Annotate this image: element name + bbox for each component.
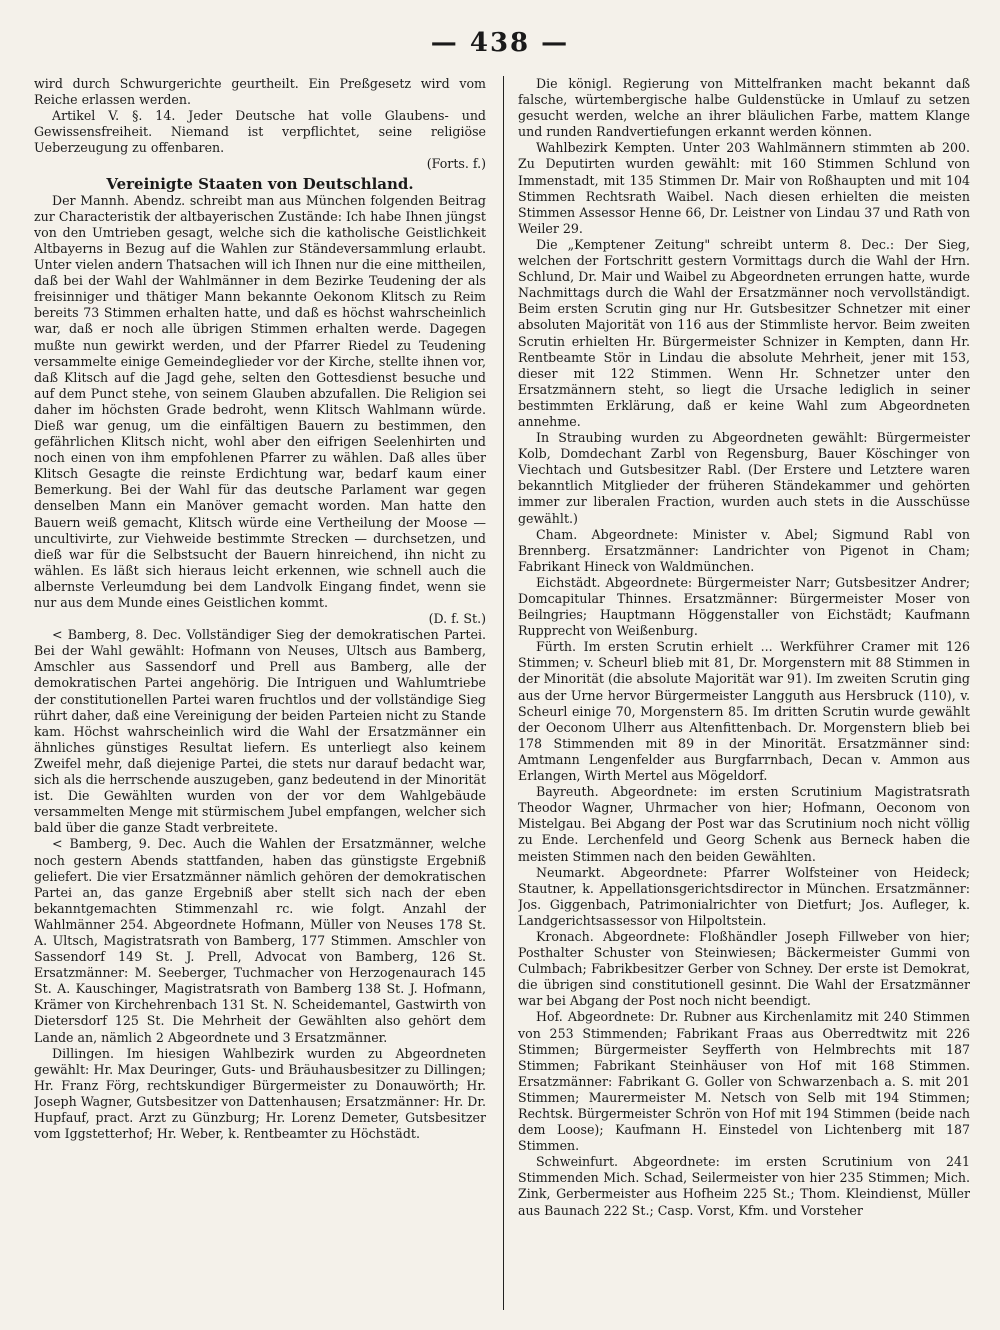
article-paragraph: Fürth. Im ersten Scrutin erhielt ... Werkführer Cramer mit 126 Stimmen; v. Scheurl blieb mit 81, Dr. Morgenstern mit 88 Stimmen in der Minorität (die absolute Majorität war 91). Im zweiten Scrutin ging aus der Urne hervor Bürgermeister Langguth aus Hersbruck (110), v. Scheurl einige 70, Morgenstern 85. Im dritten Scrutin wurde gewählt der Oeconom Ulherr aus Altenfittenbach. Dr. Morgenstern blieb bei 178 Stimmenden mit 89 in der Minorität. Ersatzmänner sind: Amtmann Lengenfelder aus Burgfarrnbach, Decan v. Ammon aus Erlangen, Wirth Mertel aus Mögeldorf.: [518, 639, 970, 784]
column-rule: [503, 76, 504, 1310]
article-paragraph: Der Mannh. Abendz. schreibt man aus München folgenden Beitrag zur Characteristik der altbayerischen Zustände: Ich habe Ihnen jüngst von den Umtrieben gesagt, welche sich die katholische Geistlichkeit Altbayerns in Bezug auf die Wahlen zur Ständeversammlung erlaubt. Unter vielen andern Thatsachen will ich Ihnen nur die eine mittheilen, daß bei der Wahl der Wahlmänner in dem Bezirke Teudening der als freisinniger und thätiger Mann bekannte Oekonom Klitsch zu Reim bereits 73 Stimmen erhalten hatte, und daß es höchst wahrscheinlich war, daß er noch alle übrigen Stimmen erhalten werde. Dagegen mußte nun gewirkt werden, und der Pfarrer Riedel zu Teudening versammelte einige Gemeindeglieder vor der Kirche, stellte ihnen vor, daß Klitsch auf die Jagd gehe, selten den Gottesdienst besuche und auf dem Punct stehe, von seinem Glauben abzufallen. Die Religion sei daher im höchsten Grade bedroht, wenn Klitsch Wahlmann würde. Dieß war genug, um die einfältigen Bauern zu bestimmen, den gefährlichen Klitsch nicht, wohl aber den eifrigen Seelenhirten und noch einen von ihm empfohlenen Pfarrer zu wählen. Daß alles über Klitsch Gesagte die reinste Erdichtung war, bedarf kaum einer Bemerkung. Bei der Wahl für das deutsche Parlament war gegen denselben Mann ein Manöver gemacht worden. Man hatte den Bauern weiß gemacht, Klitsch würde eine Vertheilung der Moose — uncultivirte, zur Viehweide bestimmte Strecken — durchsetzen, und dieß war für die Selbstsucht der Bauern hinreichend, ihn nicht zu wählen. Es läßt sich hieraus leicht erkennen, wie schnell auch die albernste Verleumdung bei dem Landvolk Eingang findet, wenn sie nur aus dem Munde eines Geistlichen kommt.: [34, 192, 486, 610]
article-paragraph: < Bamberg, 8. Dec. Vollständiger Sieg der demokratischen Partei. Bei der Wahl gewählt: Hofmann von Neuses, Ultsch aus Bamberg, Amschler aus Sassendorf und Prell aus Bamberg, alle der demokratischen Partei angehörig. Die Intriguen und Wahlumtriebe der constitutionellen Partei waren fruchtlos und der vollständige Sieg rührt daher, daß eine Vereinigung der beiden Parteien nicht zu Stande kam. Höchst wahrscheinlich wird die Wahl der Ersatzmänner ein ähnliches günstiges Resultat liefern. Es unterliegt also keinem Zweifel mehr, daß diejenige Partei, die stets nur darauf bedacht war, sich als die herrschende auszugeben, ganz bedeutend in der Minorität ist. Die Gewählten wurden von der vor dem Wahlgebäude versammelten Menge mit stürmischem Jubel empfangen, welcher sich bald über die ganze Stadt verbreitete.: [34, 627, 486, 836]
article-paragraph: In Straubing wurden zu Abgeordneten gewählt: Bürgermeister Kolb, Domdechant Zarbl von Regensburg, Bauer Köschinger von Viechtach und Gutsbesitzer Rabl. (Der Erstere und Letztere waren bekanntlich Mitglieder der früheren Ständekammer und gehörten immer zur liberalen Fraction, wurden auch stets in die Ausschüsse gewählt.): [518, 430, 970, 526]
article-paragraph: Artikel V. §. 14. Jeder Deutsche hat volle Glaubens- und Gewissensfreiheit. Niemand ist verpflichtet, seine religiöse Ueberzeugung zu offenbaren.: [34, 108, 486, 156]
article-paragraph: Hof. Abgeordnete: Dr. Rubner aus Kirchenlamitz mit 240 Stimmen von 253 Stimmenden; Fabrikant Fraas aus Oberredtwitz mit 226 Stimmen; Bürgermeister Seyfferth von Helmbrechts mit 187 Stimmen; Fabrikant Steinhäuser von Hof mit 168 Stimmen. Ersatzmänner: Fabrikant G. Goller von Schwarzenbach a. S. mit 201 Stimmen; Maurermeister M. Netsch von Selb mit 194 Stimmen; Rechtsk. Bürgermeister Schrön von Hof mit 194 Stimmen (beide nach dem Loose); Kaufmann H. Einstedel von Lichtenberg mit 187 Stimmen.: [518, 1009, 970, 1154]
article-paragraph: Eichstädt. Abgeordnete: Bürgermeister Narr; Gutsbesitzer Andrer; Domcapitular Thinnes. Ersatzmänner: Bürgermeister Moser von Beilngries; Hauptmann Höggenstaller von Eichstädt; Kaufmann Rupprecht von Weißenburg.: [518, 574, 970, 639]
article-paragraph: Wahlbezirk Kempten. Unter 203 Wahlmännern stimmten ab 200. Zu Deputirten wurden gewählt: mit 160 Stimmen Schlund von Immenstadt, mit 135 Stimmen Dr. Mair von Roßhaupten und mit 104 Stimmen Rechtsrath Waibel. Nach diesen erhielten die meisten Stimmen Assessor Henne 66, Dr. Leistner von Lindau 37 und Rath von Weiler 29.: [518, 140, 970, 236]
article-paragraph: (D. f. St.): [428, 611, 486, 627]
article-paragraph: (Forts. f.): [426, 156, 486, 172]
page-number: — 438 —: [430, 28, 570, 58]
article-paragraph: Die königl. Regierung von Mittelfranken macht bekannt daß falsche, würtembergische halbe Guldenstücke in Umlauf zu setzen gesucht werden, welche an ihrer bläulichen Farbe, mattem Klange und runden Randvertiefungen erkannt werden können.: [518, 76, 970, 140]
article-paragraph: Kronach. Abgeordnete: Floßhändler Joseph Fillweber von hier; Posthalter Schuster von Steinwiesen; Bäckermeister Gummi von Culmbach; Fabrikbesitzer Gerber von Schney. Der erste ist Demokrat, die übrigen sind constitutionell gesinnt. Die Wahl der Ersatzmänner war bei Abgang der Post noch nicht beendigt.: [518, 928, 970, 1009]
article-paragraph: Dillingen. Im hiesigen Wahlbezirk wurden zu Abgeordneten gewählt: Hr. Max Deuringer, Guts- und Bräuhausbesitzer zu Dillingen; Hr. Franz Förg, rechtskundiger Bürgermeister zu Donauwörth; Hr. Joseph Wagner, Gutsbesitzer von Dattenhausen; Ersatzmänner: Hr. Dr. Hupfauf, pract. Arzt zu Günzburg; Hr. Lorenz Demeter, Gutsbesitzer vom Iggstetterhof; Hr. Weber, k. Rentbeamter zu Höchstädt.: [34, 1045, 486, 1142]
article-paragraph: Neumarkt. Abgeordnete: Pfarrer Wolfsteiner von Heideck; Stautner, k. Appellationsgerichtsdirector in München. Ersatzmänner: Jos. Giggenbach, Patrimonialrichter von Dietfurt; Jos. Aufleger, k. Landgerichtsassessor von Hilpoltstein.: [518, 864, 970, 928]
right-column: [518, 76, 970, 1316]
left-column: [34, 76, 486, 1316]
article-paragraph: Schweinfurt. Abgeordnete: im ersten Scrutinium von 241 Stimmenden Mich. Schad, Seilermeister von hier 235 Stimmen; Mich. Zink, Gerbermeister aus Hofheim 225 St.; Thom. Kleindienst, Müller aus Baunach 222 St.; Casp. Vorst, Kfm. und Vorsteher: [518, 1154, 970, 1218]
article-paragraph: Cham. Abgeordnete: Minister v. Abel; Sigmund Rabl von Brennberg. Ersatzmänner: Landrichter von Pigenot in Cham; Fabrikant Hineck von Waldmünchen.: [518, 526, 970, 574]
article-paragraph: Bayreuth. Abgeordnete: im ersten Scrutinium Magistratsrath Theodor Wagner, Uhrmacher von hier; Hofmann, Oeconom von Mistelgau. Bei Abgang der Post war das Scrutinium noch nicht völlig zu Ende. Lerchenfeld und Georg Schenk aus Berneck haben die meisten Stimmen nach den beiden Gewählten.: [518, 784, 970, 864]
article-paragraph: wird durch Schwurgerichte geurtheilt. Ein Preßgesetz wird vom Reiche erlassen werden.: [34, 76, 486, 108]
section-heading: Vereinigte Staaten von Deutschland.: [106, 174, 414, 193]
article-paragraph: < Bamberg, 9. Dec. Auch die Wahlen der Ersatzmänner, welche noch gestern Abends stattfanden, haben das günstigste Ergebniß geliefert. Die vier Ersatzmänner nämlich gehören der demokratischen Partei an, das ganze Ergebniß aber stellt sich nach der eben bekanntgemachten Stimmenzahl rc. wie folgt. Anzahl der Wahlmänner 254. Abgeordnete Hofmann, Müller von Neuses 178 St. A. Ultsch, Magistratsrath von Bamberg, 177 Stimmen. Amschler von Sassendorf 149 St. J. Prell, Advocat von Bamberg, 126 St. Ersatzmänner: M. Seeberger, Tuchmacher von Herzogenaurach 145 St. A. Kauschinger, Magistratsrath von Bamberg 138 St. J. Hofmann, Krämer von Kirchehrenbach 131 St. N. Scheidemantel, Gastwirth von Dietersdorf 125 St. Die Mehrheit der Gewählten also gehört dem Lande an, nämlich 2 Abgeordnete und 3 Ersatzmänner.: [34, 836, 486, 1045]
article-paragraph: Die „Kemptener Zeitung" schreibt unterm 8. Dec.: Der Sieg, welchen der Fortschritt gestern Vormittags durch die Wahl der Hrn. Schlund, Dr. Mair und Waibel zu Abgeordneten errungen hatte, wurde Nachmittags durch die Wahl der Ersatzmänner noch vervollständigt. Beim ersten Scrutin ging nur Hr. Gutsbesitzer Schnetzer mit einer absoluten Majorität von 116 aus der Stimmliste hervor. Beim zweiten Scrutin erhielten Hr. Bürgermeister Schnizer in Kempten, dann Hr. Rentbeamte Stör in Lindau die absolute Mehrheit, jener mit 153, dieser mit 122 Stimmen. Wenn Hr. Schnetzer unter den Ersatzmännern steht, so liegt die Ursache lediglich in seiner bestimmten Erklärung, daß er keine Wahl zum Abgeordneten annehme.: [518, 236, 970, 429]
